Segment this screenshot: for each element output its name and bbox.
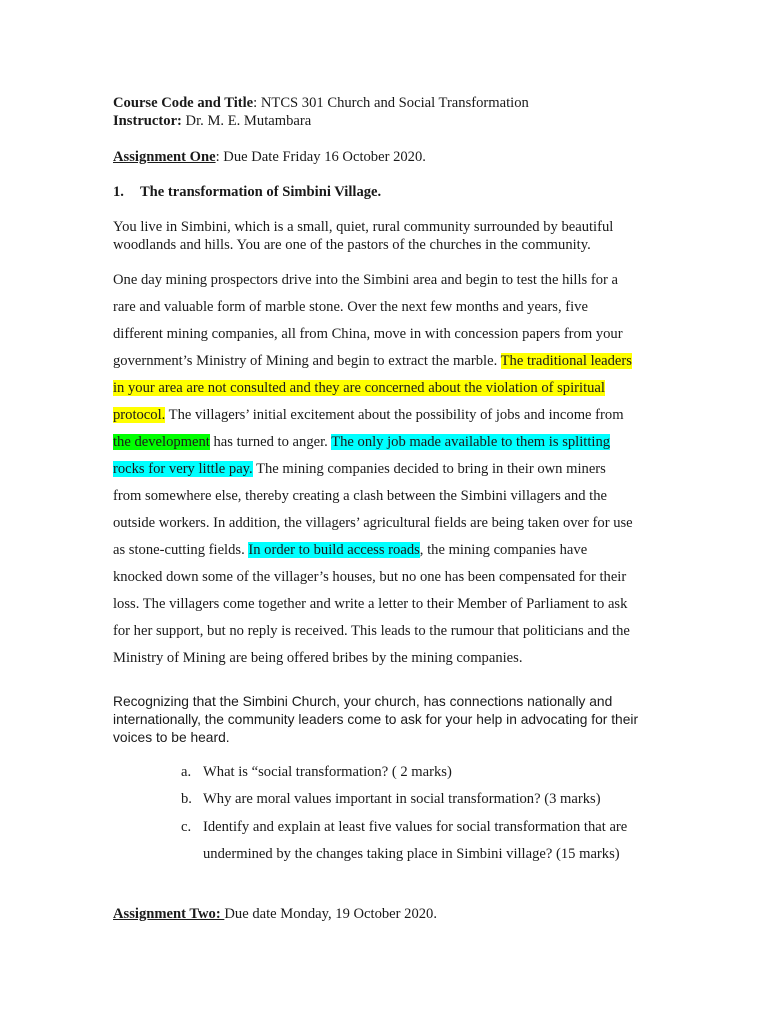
highlight-yellow: The traditional leaders (500, 353, 632, 369)
story-line-10: outside workers. In addition, the villagers’ agricultural fields are being taken over for use (113, 515, 633, 531)
instructor-value: Dr. M. E. Mutambara (181, 113, 312, 129)
highlight-yellow: protocol. (113, 407, 166, 423)
intro-line-2: woodlands and hills. You are one of the pastors of the churches in the community. (113, 237, 591, 253)
story-line-1: One day mining prospectors drive into the Simbini area and begin to test the hills for a (113, 272, 618, 288)
question-title: The transformation of Simbini Village. (139, 184, 382, 200)
assignment-one-label: Assignment One (113, 149, 216, 165)
story-text: , the mining companies have (419, 542, 588, 558)
assignment-one-due: : Due Date Friday 16 October 2020. (215, 149, 426, 165)
instructor-label: Instructor: (113, 113, 182, 129)
list-marker: b. (181, 791, 192, 807)
highlight-green: the development (113, 434, 210, 450)
assignment-two-line (113, 905, 437, 924)
intro-line-1: You live in Simbini, which is a small, quiet, rural community surrounded by beautiful (113, 219, 614, 235)
closing-line-3: voices to be heard. (113, 730, 230, 745)
story-line-8 (113, 460, 606, 479)
story-text: as stone-cutting fields. (113, 542, 249, 558)
highlight-yellow: in your area are not consulted and they are concerned about the violation of spiritual (113, 380, 605, 396)
story-line-9: from somewhere else, thereby creating a clash between the Simbini villagers and the (113, 488, 607, 504)
story-text: government’s Ministry of Mining and begin to extract the marble. (113, 353, 501, 369)
story-text: has turned to anger. (209, 434, 332, 450)
course-label: Course Code and Title (113, 95, 254, 111)
closing-line-2: internationally, the community leaders come to ask for your help in advocating for their (113, 712, 639, 727)
instructor-line (113, 112, 311, 131)
story-line-5 (113, 379, 605, 398)
list-item: What is “social transformation? ( 2 marks) (203, 764, 452, 780)
question-heading (113, 183, 381, 202)
assignment-one-line (113, 148, 426, 167)
list-item: Identify and explain at least five values for social transformation that are (203, 819, 628, 835)
story-text: The mining companies decided to bring in their own miners (252, 461, 606, 477)
story-line-13: loss. The villagers come together and write a letter to their Member of Parliament to ask (113, 596, 628, 612)
story-line-4 (113, 352, 632, 371)
question-number: 1. (113, 184, 124, 200)
story-line-11 (113, 541, 587, 560)
story-line-3: different mining companies, all from China, move in with concession papers from your (113, 326, 623, 342)
list-item: Why are moral values important in social transformation? (3 marks) (203, 791, 601, 807)
list-marker: c. (181, 819, 192, 835)
assignment-two-label: Assignment Two: (113, 906, 225, 922)
assignment-two-due: Due date Monday, 19 October 2020. (224, 906, 437, 922)
list-marker: a. (181, 764, 192, 780)
highlight-cyan: In order to build access roads (248, 542, 420, 558)
story-line-12: knocked down some of the villager’s houses, but no one has been compensated for their (113, 569, 627, 585)
story-line-7 (113, 433, 610, 452)
list-item-continuation: undermined by the changes taking place in Simbini village? (15 marks) (203, 846, 620, 862)
closing-line-1: Recognizing that the Simbini Church, your church, has connections nationally and (113, 694, 613, 709)
course-line (113, 94, 529, 113)
story-line-2: rare and valuable form of marble stone. Over the next few months and years, five (113, 299, 588, 315)
story-line-6 (113, 406, 624, 425)
story-line-14: for her support, but no reply is received. This leads to the rumour that politicians and the (113, 623, 630, 639)
story-line-15: Ministry of Mining are being offered bribes by the mining companies. (113, 650, 523, 666)
highlight-cyan: The only job made available to them is splitting (331, 434, 611, 450)
story-text: The villagers’ initial excitement about the possibility of jobs and income from (165, 407, 624, 423)
course-value: : NTCS 301 Church and Social Transformation (253, 95, 529, 111)
highlight-cyan: rocks for very little pay. (113, 461, 253, 477)
